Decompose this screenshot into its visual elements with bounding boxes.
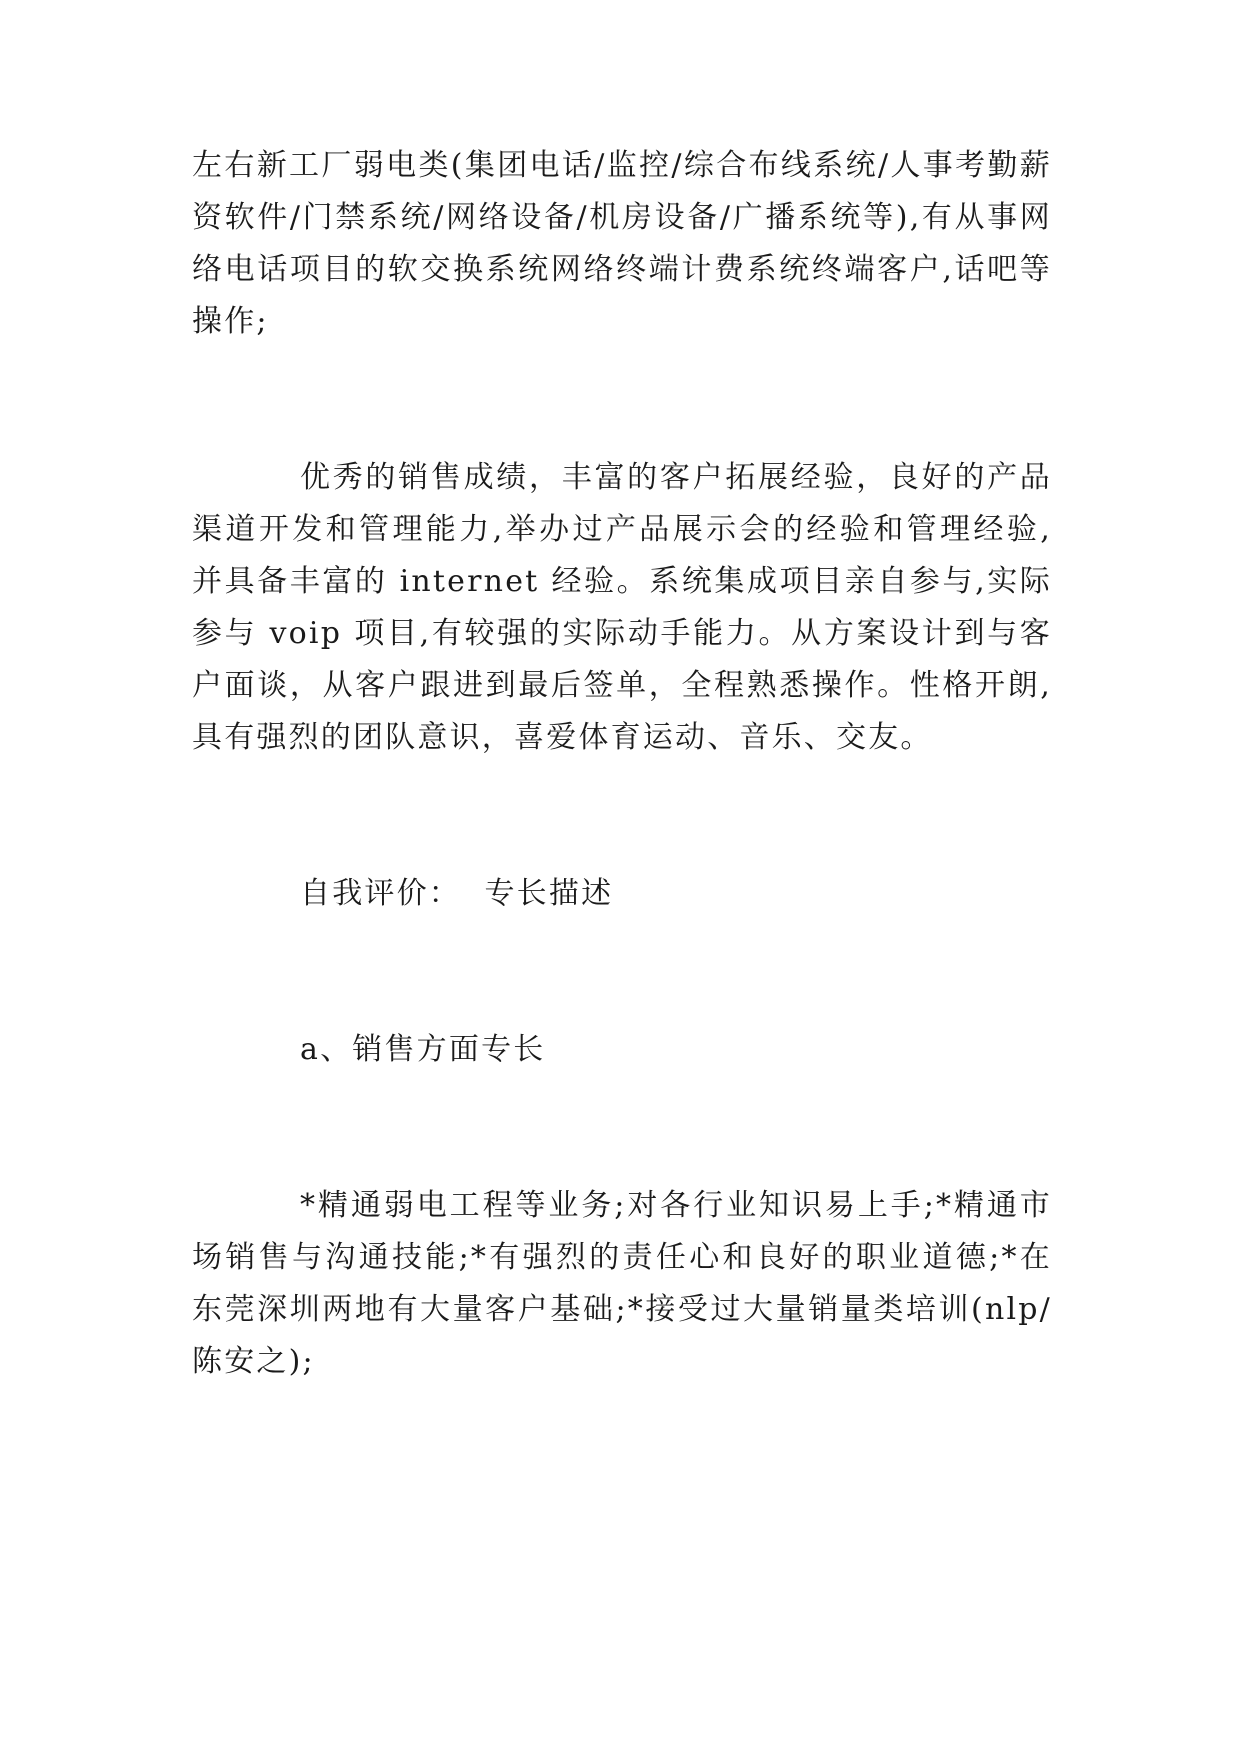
section-heading-sales-specialty: a、销售方面专长 (300, 1032, 546, 1067)
body-paragraph-weak-current-experience: 左右新工厂弱电类(集团电话/监控/综合布线系统/人事考勤薪资软件/门禁系统/网络设备/机房设备/广播系统等),有从事网络电话项目的软交换系统网络终端计费系统终端客户,话吧等操作; (192, 148, 1052, 339)
body-paragraph-specialty-list: *精通弱电工程等业务;对各行业知识易上手;*精通市场销售与沟通技能;*有强烈的责任心和良好的职业道德;*在东莞深圳两地有大量客户基础;*接受过大量销量类培训(nlp/陈安之); (192, 1188, 1052, 1379)
section-heading-self-evaluation: 自我评价： 专长描述 (300, 876, 614, 911)
body-paragraph-sales-achievements: 优秀的销售成绩，丰富的客户拓展经验，良好的产品渠道开发和管理能力,举办过产品展示会的经验和管理经验,并具备丰富的 internet 经验。系统集成项目亲自参与,实际参与 voip 项目,有较强的实际动手能力。从方案设计到与客户面谈，从客户跟进到最后签单，全程熟悉操作。性格开朗,具有强烈的团队意识，喜爱体育运动、音乐、交友。 (192, 460, 1052, 755)
